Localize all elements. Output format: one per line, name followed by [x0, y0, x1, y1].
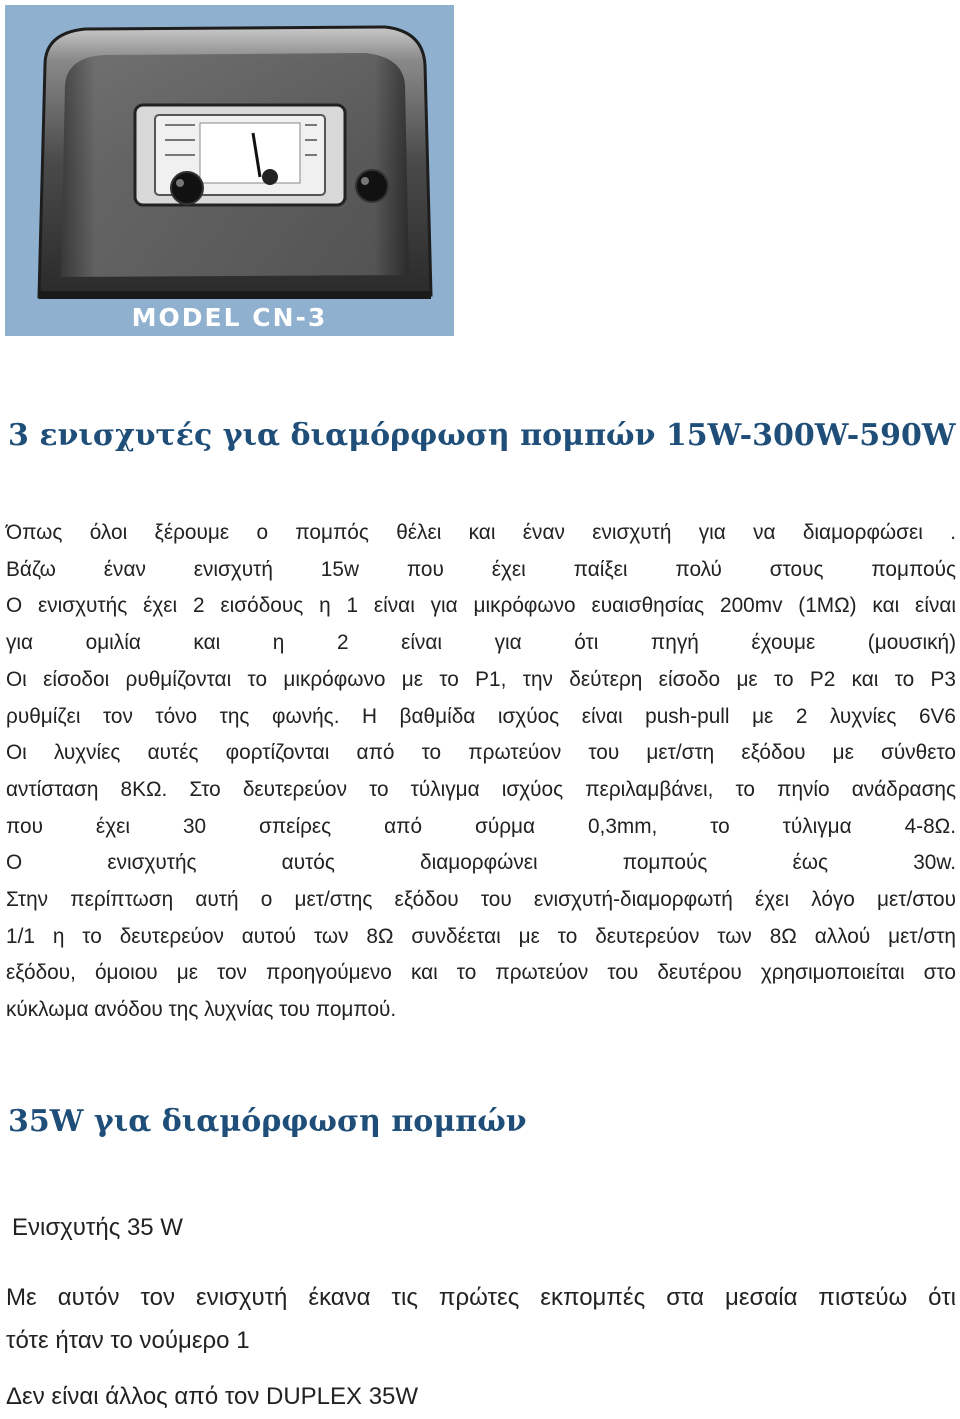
section-body-2 — [6, 1276, 956, 1362]
closing-line: Δεν είναι άλλος από τον DUPLEX 35W — [6, 1383, 419, 1410]
body-line: που έχει 30 σπείρες από σύρμα 0,3mm, το τύλιγμα 4-8Ω. — [6, 814, 956, 838]
section-title-2: 35W για διαμόρφωση πομπών — [8, 1104, 527, 1139]
body-line: Στην περίπτωση αυτή ο μετ/στης εξόδου του ενισχυτή-διαμορφωτή έχει λόγο μετ/στου — [6, 888, 956, 912]
body-line: αντίσταση 8ΚΩ. Στο δευτερεύον το τύλιγμα ισχύος περιλαμβάνει, το πηνίο ανάδρασης — [6, 777, 956, 801]
body-line: εξόδου, όμοιου με τον προηγούμενο και το πρωτεύον του δευτέρου χρησιμοποιείται στο — [6, 961, 956, 985]
section-body-1 — [6, 515, 956, 1029]
radio-photo — [5, 5, 454, 336]
section-title-1: 3 ενισχυτές για διαμόρφωση πομπών 15W-300W-590W — [8, 418, 956, 453]
body-line: Οι λυχνίες αυτές φορτίζονται από το πρωτεύον του μετ/στη εξόδου με σύνθετο — [6, 741, 956, 765]
subheading: Ενισχυτής 35 W — [12, 1214, 183, 1241]
body-line: Ο ενισχυτής έχει 2 εισόδους η 1 είναι για μικρόφωνο ευαισθησίας 200mv (1ΜΩ) και είναι — [6, 594, 956, 618]
body-line: 1/1 η το δευτερεύον αυτού των 8Ω συνδέεται με το δευτερεύον των 8Ω αλλού μετ/στη — [6, 924, 956, 948]
radio-illustration — [5, 5, 454, 336]
body-line: ρυθμίζει τον τόνο της φωνής. Η βαθμίδα ισχύος είναι push-pull με 2 λυχνίες 6V6 — [6, 704, 956, 728]
body-line: Οι είσοδοι ρυθμίζονται το μικρόφωνο με το P1, την δεύτερη είσοδο με το P2 και το P3 — [6, 667, 956, 691]
body-line: για ομιλία και η 2 είναι για ότι πηγή έχουμε (μουσική) — [6, 631, 956, 655]
body-line: Όπως όλοι ξέρουμε ο πομπός θέλει και έναν ενισχυτή για να διαμορφώσει . — [6, 521, 956, 544]
body-line: Βάζω έναν ενισχυτή 15w που έχει παίξει πολύ στους πομπούς — [6, 557, 956, 581]
photo-caption: MODEL CN-3 — [131, 303, 328, 332]
body-line: Με αυτόν τον ενισχυτή έκανα τις πρώτες εκπομπές στα μεσαία πιστεύω ότι — [6, 1284, 956, 1311]
body-line: κύκλωμα ανόδου της λυχνίας του πομπού. — [6, 998, 397, 1022]
body-line: Ο ενισχυτής αυτός διαμορφώνει πομπούς έως 30w. — [6, 851, 956, 875]
body-line: τότε ήταν το νούμερο 1 — [6, 1327, 250, 1354]
